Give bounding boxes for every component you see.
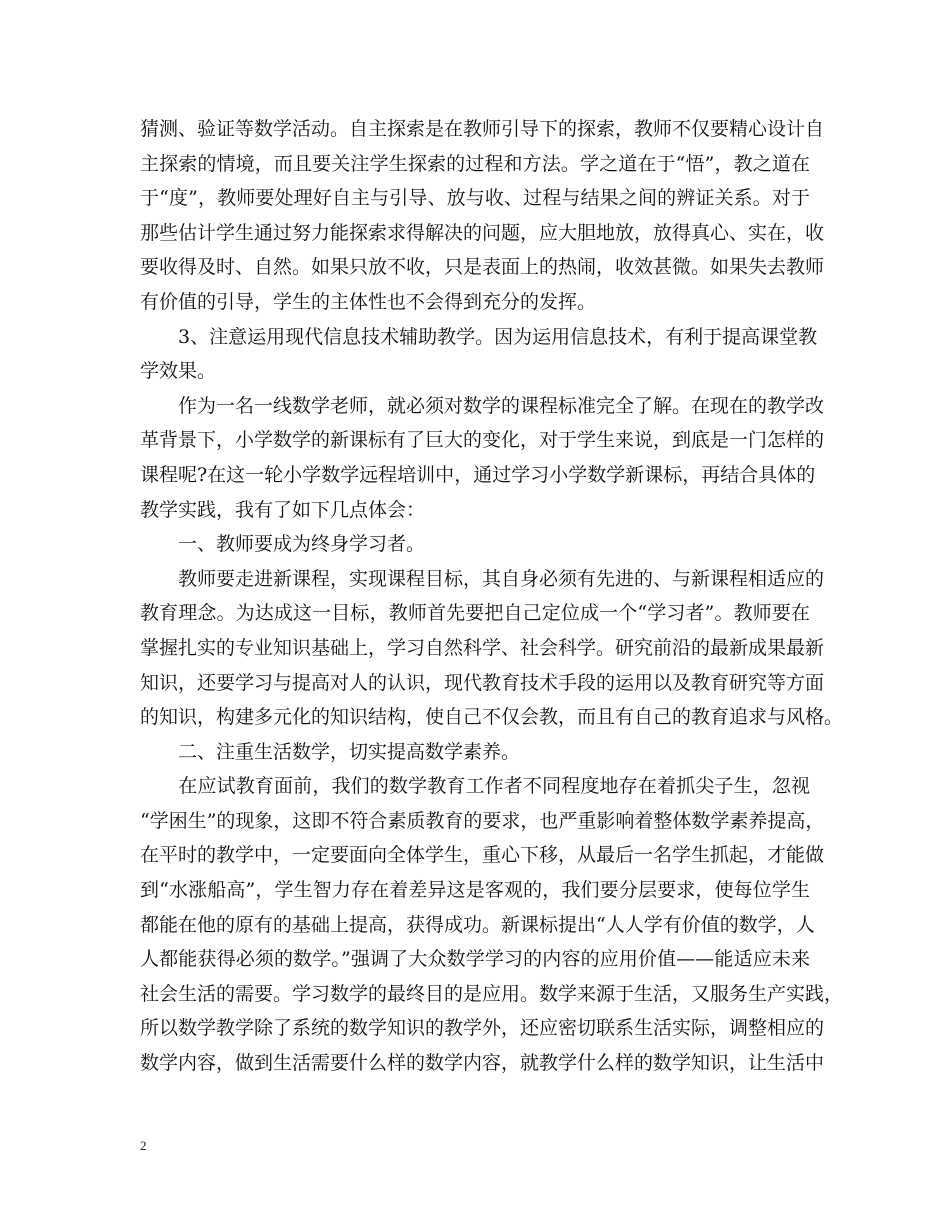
text-line: 那些估计学生通过努力能探索求得解决的问题，应大胆地放，放得真心、实在，收: [140, 221, 825, 244]
text-line: 的知识，构建多元化的知识结构，使自己不仅会教，而且有自己的教育追求与风格。: [140, 706, 844, 729]
section-heading: 一、教师要成为终身学习者。: [140, 533, 426, 556]
text-line: 在应试教育面前，我们的数学教育工作者不同程度地存在着抓尖子生，忽视: [140, 775, 810, 798]
text-line: 数学内容，做到生活需要什么样的数学内容，就教学什么样的数学知识，让生活中: [140, 1052, 825, 1075]
text-line: 人都能获得必须的数学。”强调了大众数学学习的内容的应用价值——能适应未来: [140, 948, 810, 971]
text-line: “学困生”的现象，这即不符合素质教育的要求，也严重影响着整体数学素养提高，: [140, 809, 825, 832]
page-number: 2: [140, 1138, 147, 1153]
text-line: 都能在他的原有的基础上提高，获得成功。新课标提出“人人学有价值的数学，人: [140, 913, 815, 936]
text-line: 教师要走进新课程，实现课程目标，其自身必须有先进的、与新课程相适应的: [140, 567, 825, 590]
text-line: 到“水涨船高”，学生智力存在着差异这是客观的，我们要分层要求，使每位学生: [140, 879, 810, 902]
text-line: 要收得及时、自然。如果只放不收，只是表面上的热闹，收效甚微。如果失去教师: [140, 256, 825, 279]
text-line: 学效果。: [140, 360, 217, 383]
document-body: [140, 112, 844, 1081]
text-line: 教育理念。为达成这一目标，教师首先要把自己定位成一个“学习者”。教师要在: [140, 602, 810, 625]
section-heading: 二、注重生活数学，切实提高数学素养。: [140, 740, 521, 763]
text-line: 课程呢?在这一轮小学数学远程培训中，通过学习小学数学新课标，再结合具体的: [140, 463, 816, 486]
text-line: 猜测、验证等数学活动。自主探索是在教师引导下的探索，教师不仅要精心设计自: [140, 118, 825, 140]
text-line: 教学实践，我有了如下几点体会：: [140, 498, 426, 521]
text-line: 3、注意运用现代信息技术辅助教学。因为运用信息技术，有利于提高课堂教: [140, 325, 818, 348]
text-line: 掌握扎实的专业知识基础上，学习自然科学、社会科学。研究前沿的最新成果最新: [140, 636, 825, 659]
text-line: 有价值的引导，学生的主体性也不会得到充分的发挥。: [140, 290, 597, 313]
text-line: 所以数学教学除了系统的数学知识的教学外，还应密切联系生活实际，调整相应的: [140, 1017, 825, 1040]
text-line: 主探索的情境，而且要关注学生探索的过程和方法。学之道在于“悟”，教之道在: [140, 152, 810, 175]
text-line: 革背景下，小学数学的新课标有了巨大的变化，对于学生来说，到底是一门怎样的: [140, 429, 825, 452]
text-line: 于“度”，教师要处理好自主与引导、放与收、过程与结果之间的辨证关系。对于: [140, 187, 810, 210]
text-line: 作为一名一线数学老师，就必须对数学的课程标准完全了解。在现在的教学改: [140, 394, 825, 417]
text-line: 在平时的教学中，一定要面向全体学生，重心下移，从最后一名学生抓起，才能做: [140, 844, 825, 867]
text-line: 社会生活的需要。学习数学的最终目的是应用。数学来源于生活，又服务生产实践，: [140, 982, 844, 1005]
text-line: 知识，还要学习与提高对人的认识，现代教育技术手段的运用以及教育研究等方面: [140, 671, 825, 694]
